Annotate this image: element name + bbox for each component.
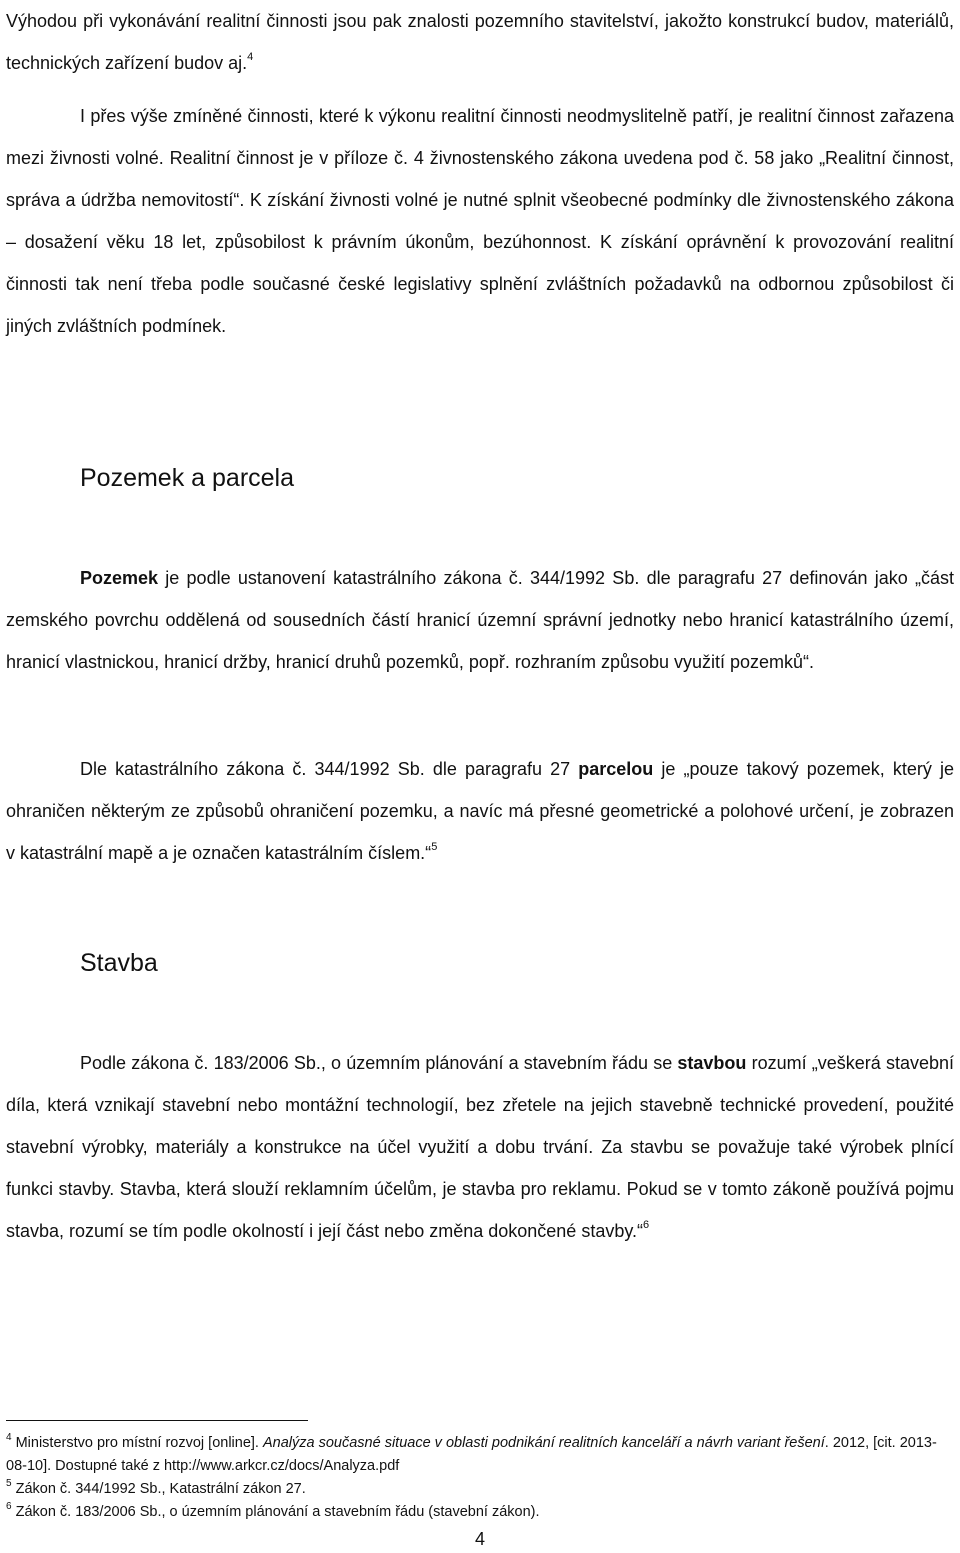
- paragraph-stavba: [6, 1042, 954, 1252]
- footnote-number-5: 5: [6, 1478, 12, 1490]
- paragraph-pozemek-text: je podle ustanovení katastrálního zákona č. 344/1992 Sb. dle paragrafu 27 definován jako „část zemského povrchu oddělená od sousedních částí hranicí územní správní jednotky nebo hranicí katastrálního území, hranicí vlastnickou, hranicí držby, hranicí druhů pozemků, popř. rozhraním způsobu využití pozemků“.: [6, 568, 954, 672]
- footnote-4-text-a: Ministerstvo pro místní rozvoj [online].: [11, 1435, 263, 1451]
- footnote-4-title: Analýza současné situace v oblasti podnikání realitních kanceláří a návrh variant řešení: [262, 1435, 825, 1451]
- term-parcela: parcelou: [578, 759, 654, 779]
- footnote-number-6: 6: [6, 1501, 12, 1513]
- footnote-ref-6: 6: [643, 1219, 650, 1231]
- footnote-6: [6, 1501, 954, 1524]
- heading-stavba: Stavba: [80, 949, 158, 977]
- footnote-5-text: Zákon č. 344/1992 Sb., Katastrální zákon 27.: [11, 1481, 306, 1497]
- paragraph-stavba-text-after: rozumí „veškerá stavební díla, která vznikají stavební nebo montážní technologií, bez zřetele na jejich stavebně technické provedení, použité stavební výrobky, materiály a konstrukce na účel využití a dobu trvání. Za stavbu se považuje také výrobek plnící funkci stavby. Stavba, která slouží reklamním účelům, je stavba pro reklamu. Pokud se v tomto zákoně používá pojmu stavba, rozumí se tím podle okolností i její část nebo změna dokončené stavby.“: [6, 1053, 954, 1241]
- paragraph-parcela-text-after: je „pouze takový pozemek, který je ohraničen některým ze způsobů ohraničení pozemku, a navíc má přesné geometrické a polohové určení, je zobrazen v katastrální mapě a je označen katastrálním číslem.“: [6, 759, 955, 863]
- footnote-4-text-b: . 2012, [cit. 2013-08-10]. Dostupné také z http://www.arkcr.cz/docs/Analyza.pdf: [6, 1435, 937, 1474]
- footnote-6-text: Zákon č. 183/2006 Sb., o územním plánování a stavebním řádu (stavební zákon).: [11, 1504, 540, 1520]
- footnotes: [6, 1432, 954, 1524]
- paragraph-intro: [6, 0, 954, 84]
- paragraph-stavba-text-before: Podle zákona č. 183/2006 Sb., o územním plánování a stavebním řádu se: [80, 1053, 678, 1073]
- page-number: 4: [474, 1529, 485, 1549]
- footnote-4: [6, 1432, 954, 1478]
- footnote-ref-4: 4: [247, 51, 254, 63]
- term-stavba: stavbou: [677, 1053, 747, 1073]
- footnote-number-4: 4: [6, 1432, 12, 1444]
- heading-pozemek-a-parcela: Pozemek a parcela: [80, 464, 295, 492]
- footnote-ref-5: 5: [431, 841, 438, 853]
- footnote-separator: [6, 1420, 308, 1421]
- paragraph-realitni-cinnost-text-b: K získání živnosti volné je nutné splnit všeobecné podmínky dle živnostenského zákona – dosažení věku 18 let, způsobilost k právním úkonům, bezúhonnost. K získání oprávnění k provozování realitní činnosti tak není třeba podle současné české legislativy splnění zvláštních požadavků na odbornou způsobilost či jiných zvláštních podmínek.: [6, 190, 954, 336]
- paragraph-parcela-text-before: Dle katastrálního zákona č. 344/1992 Sb. dle paragrafu 27: [80, 759, 579, 779]
- paragraph-intro-text: Výhodou při vykonávání realitní činnosti jsou pak znalosti pozemního stavitelství, jakožto konstrukcí budov, materiálů, technických zařízení budov aj.: [6, 11, 954, 73]
- paragraph-pozemek: [6, 557, 954, 683]
- term-pozemek: Pozemek: [80, 568, 159, 588]
- paragraph-parcela: [6, 748, 954, 874]
- footnote-5: [6, 1478, 954, 1501]
- paragraph-realitni-cinnost: [6, 95, 954, 347]
- paragraph-realitni-cinnost-text-a: I přes výše zmíněné činnosti, které k výkonu realitní činnosti neodmyslitelně patří, je realitní činnost zařazena mezi živnosti volné. Realitní činnost je v příloze č. 4 živnostenského zákona uvedena pod č. 58 jako „Realitní činnost, správa a údržba nemovitostí“.: [6, 106, 954, 210]
